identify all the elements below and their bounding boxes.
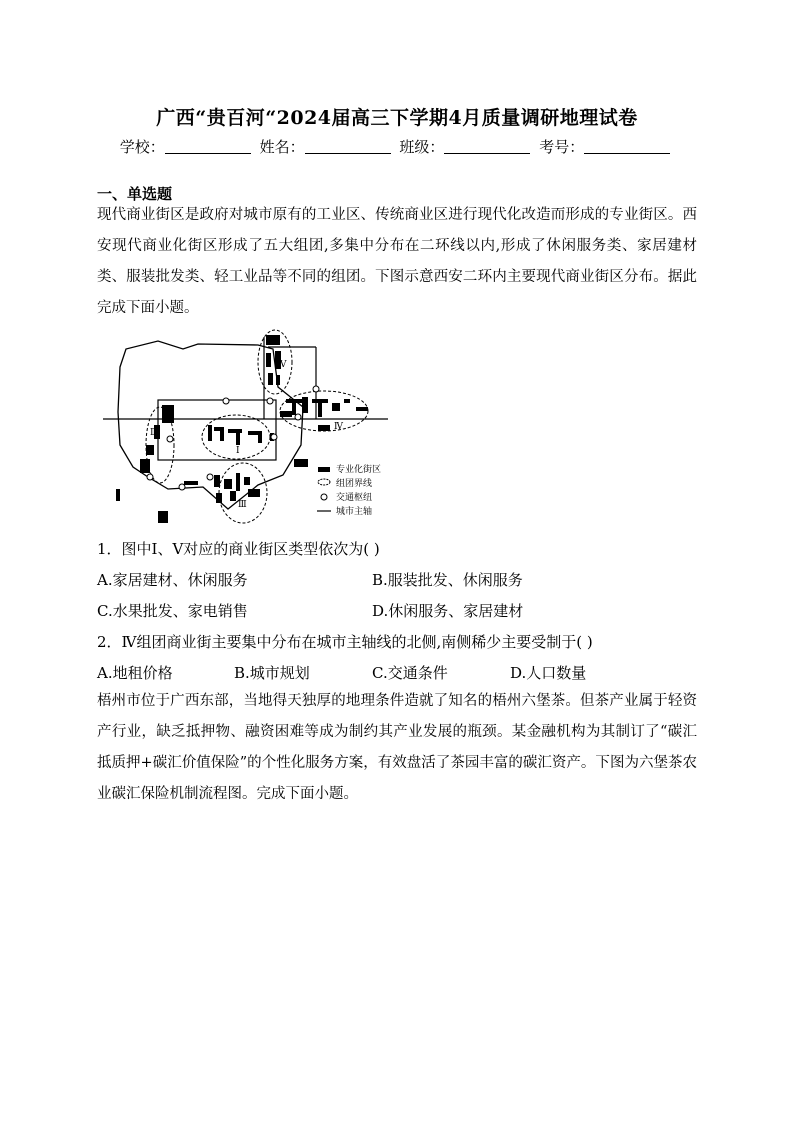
- label-cluster-2: Ⅱ: [150, 428, 157, 438]
- q2-option-c[interactable]: C.交通条件: [372, 664, 448, 682]
- q1-option-a[interactable]: A.家居建材、休闲服务: [97, 571, 248, 589]
- legend-street: 专业化街区: [336, 465, 382, 475]
- question-2-stem: 2．Ⅳ组团商业街主要集中分布在城市主轴线的北侧,南侧稀少主要受制于( ): [97, 633, 593, 651]
- name-label: 姓名：: [259, 138, 305, 156]
- q1-option-c[interactable]: C.水果批发、家电销售: [97, 602, 248, 620]
- school-label: 学校：: [119, 138, 165, 156]
- student-info-line: [0, 136, 794, 157]
- name-blank[interactable]: [305, 139, 391, 154]
- label-cluster-5: Ⅴ: [280, 360, 287, 370]
- xian-commercial-map: [98, 327, 398, 527]
- legend-main-axis: 城市主轴: [336, 507, 373, 517]
- page-title: 广西“贵百河“2024届高三下学期4月质量调研地理试卷: [156, 107, 638, 129]
- section-heading: 一、单选题: [97, 185, 173, 203]
- class-blank[interactable]: [444, 139, 530, 154]
- legend-cluster-boundary: 组团界线: [336, 479, 373, 489]
- label-cluster-3: Ⅲ: [238, 500, 247, 510]
- map-legend: [317, 463, 381, 517]
- school-blank[interactable]: [165, 139, 251, 154]
- legend-transit-hub: 交通枢纽: [336, 493, 373, 503]
- number-label: 考号：: [539, 138, 585, 156]
- passage-2: 梧州市位于广西东部，当地得天独厚的地理条件造就了知名的梧州六堡茶。但茶产业属于轻资产行业，缺乏抵押物、融资困难等成为制约其产业发展的瓶颈。某金融机构为其制订了“碳汇抵质押+碳汇价值保险”的个性化服务方案，有效盘活了茶园丰富的碳汇资产。下图为六堡茶农业碳汇保险机制流程图。完成下面小题。: [97, 693, 697, 802]
- label-cluster-1: Ⅰ: [236, 446, 240, 456]
- question-1-stem: 1．图中Ⅰ、Ⅴ对应的商业街区类型依次为( ): [97, 540, 380, 558]
- passage-1: 现代商业街区是政府对城市原有的工业区、传统商业区进行现代化改造而形成的专业街区。西安现代商业化街区形成了五大组团,多集中分布在二环线以内,形成了休闲服务类、家居建材类、服装批发类、轻工业品等不同的组团。下图示意西安二环内主要现代商业街区分布。据此完成下面小题。: [97, 207, 697, 316]
- q1-option-b[interactable]: B.服装批发、休闲服务: [372, 571, 523, 589]
- class-label: 班级：: [399, 138, 445, 156]
- q2-option-a[interactable]: A.地租价格: [97, 664, 173, 682]
- q1-option-d[interactable]: D.休闲服务、家居建材: [372, 602, 524, 620]
- q2-option-d[interactable]: D.人口数量: [510, 664, 587, 682]
- label-cluster-4: Ⅳ: [334, 422, 343, 432]
- q2-option-b[interactable]: B.城市规划: [234, 664, 310, 682]
- number-blank[interactable]: [584, 139, 670, 154]
